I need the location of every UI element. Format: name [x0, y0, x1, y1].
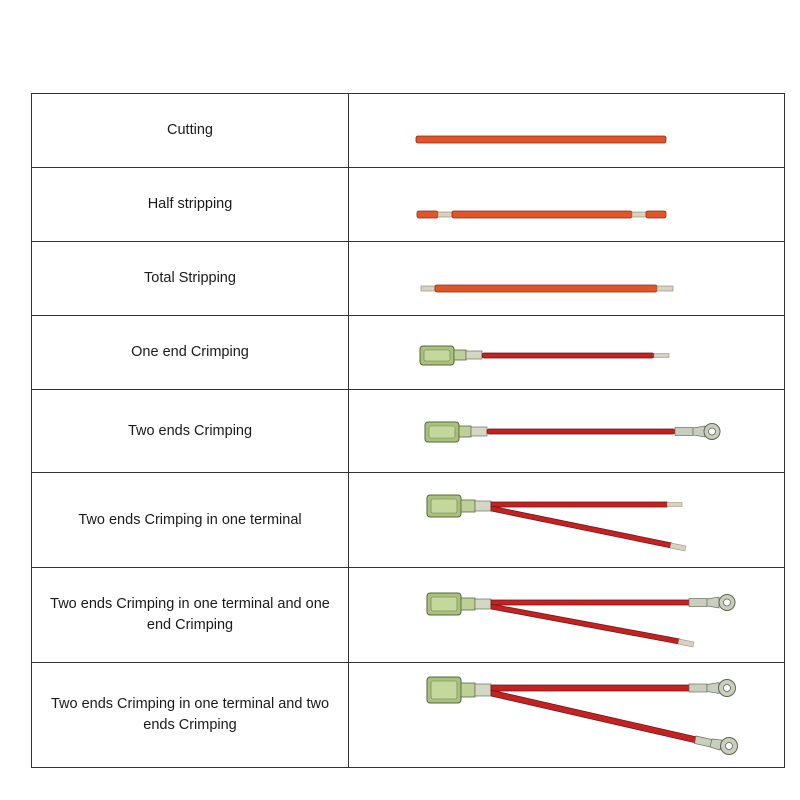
exposed-conductor — [632, 212, 646, 217]
process-row-cutting — [32, 94, 785, 168]
wire-insulation — [452, 211, 632, 218]
ring-terminal — [689, 595, 735, 611]
quick-disconnect-terminal — [427, 677, 491, 703]
step-illustration-cell — [349, 94, 785, 168]
step-illustration-cell — [349, 316, 785, 390]
exposed-conductor — [438, 212, 452, 217]
step-label: Half stripping — [32, 168, 349, 242]
two-wires-one-terminal-one-ring-illustration — [349, 568, 784, 662]
process-row-two-ends-one-terminal-two-ends — [32, 663, 785, 768]
step-label: Two ends Crimping — [32, 390, 349, 473]
wire-insulation — [416, 136, 666, 143]
ring-terminal — [689, 680, 736, 697]
quick-disconnect-terminal — [427, 495, 491, 517]
wire-insulation-right-slug — [646, 211, 666, 218]
step-label: Two ends Crimping in one terminal and one end Crimping — [32, 568, 349, 663]
process-row-two-ends-one-terminal — [32, 473, 785, 568]
process-row-total-stripping — [32, 242, 785, 316]
two-wires-one-terminal-two-rings-illustration — [349, 663, 784, 767]
two-ends-crimped-wire-illustration — [349, 390, 784, 472]
step-label: One end Crimping — [32, 316, 349, 390]
exposed-conductor — [657, 286, 673, 291]
wire-insulation-lower — [491, 604, 680, 644]
wire-insulation-lower — [491, 690, 697, 743]
wire-insulation-upper — [491, 600, 689, 605]
step-illustration-cell — [349, 242, 785, 316]
step-label: Two ends Crimping in one terminal and two ends Crimping — [32, 663, 349, 768]
wire-insulation-lower — [491, 506, 672, 548]
step-label: Cutting — [32, 94, 349, 168]
half-stripped-wire-illustration — [349, 168, 784, 241]
crimping-process-table — [31, 93, 785, 768]
wire-insulation-left-slug — [417, 211, 438, 218]
step-label: Total Stripping — [32, 242, 349, 316]
process-row-two-ends-crimping — [32, 390, 785, 473]
wire-insulation-upper — [491, 685, 689, 691]
step-illustration-cell — [349, 663, 785, 768]
step-illustration-cell — [349, 168, 785, 242]
process-row-half-stripping — [32, 168, 785, 242]
step-illustration-cell — [349, 568, 785, 663]
wire-insulation — [435, 285, 657, 292]
step-label: Two ends Crimping in one terminal — [32, 473, 349, 568]
two-wires-one-terminal-illustration — [349, 473, 784, 567]
exposed-conductor — [678, 639, 694, 647]
ring-terminal — [675, 424, 720, 440]
wire-insulation-upper — [491, 502, 667, 507]
exposed-conductor — [654, 354, 669, 358]
ring-terminal — [695, 736, 738, 755]
process-row-one-end-crimping — [32, 316, 785, 390]
exposed-conductor — [667, 503, 682, 507]
wire-insulation — [487, 429, 675, 434]
cut-wire-illustration — [349, 94, 784, 167]
process-row-two-ends-one-terminal-one-end — [32, 568, 785, 663]
fully-stripped-wire-illustration — [349, 242, 784, 315]
quick-disconnect-terminal — [425, 422, 487, 442]
step-illustration-cell — [349, 390, 785, 473]
exposed-conductor — [670, 543, 686, 551]
wire-insulation — [482, 353, 654, 358]
quick-disconnect-terminal — [427, 593, 491, 615]
step-illustration-cell — [349, 473, 785, 568]
exposed-conductor — [421, 286, 435, 291]
quick-disconnect-terminal — [420, 346, 482, 365]
one-end-crimped-wire-illustration — [349, 316, 784, 389]
